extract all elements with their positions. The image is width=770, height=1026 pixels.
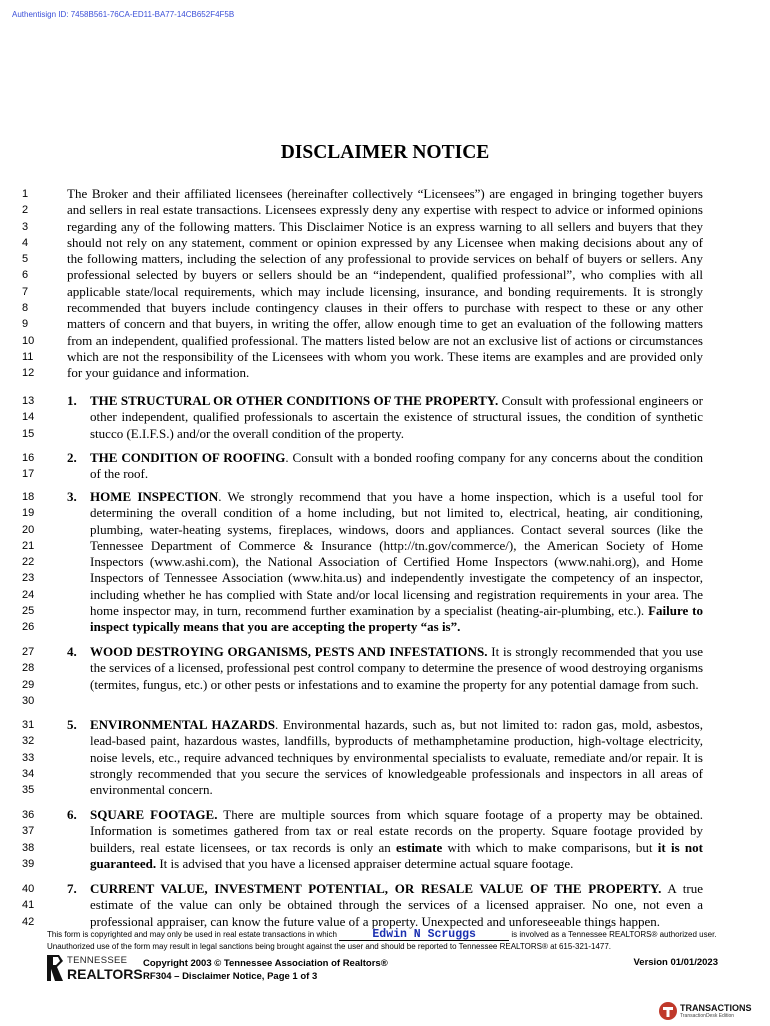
item-square-footage (90, 807, 703, 872)
tennessee-realtors-logo: TENNESSEE REALTORS (45, 953, 135, 983)
item-number: 1. (67, 393, 77, 408)
item-body: There are multiple sources from which square footage of a property may be obtained. Information is sometimes gathered from tax or real estate records on the property. Square footage provided by builders, real estate licensees, or tax records is only an (90, 807, 704, 855)
item-body: . Environmental hazards, such as, but not limited to: radon gas, mold, asbestos, lead-based paint, hazardous wastes, landfills, byproducts of methamphetamine production, high-voltage electricity, noise levels, etc., require advanced techniques by environmental specialists to evaluate, remediate and/or repair. It is strongly recommended that you secure the services of knowledgeable professionals and inspectors in all areas of environmental concern. (90, 717, 703, 798)
item-body: It is advised that you have a licensed appraiser determine actual square footage. (156, 855, 574, 871)
line-numbers-item-3: 18 19 20 21 22 23 24 25 26 (22, 491, 35, 634)
item-heading: CURRENT VALUE, INVESTMENT POTENTIAL, OR RESALE VALUE OF THE PROPERTY. (90, 881, 662, 896)
intro-paragraph: The Broker and their affiliated licensees (hereinafter collectively “Licensees”) are engaged in bringing together buyers and sellers in real estate transactions. Licensees expressly deny any expertise with respect to advice or informed opinions regarding any of the following matters. This Disclaimer Notice is an express warning to all sellers and buyers that they should not rely on any statement, comment or opinion expressed by any Licensee when making decisions about any of the following matters, including the selection of any professional to provide services on behalf of buyers or sellers. Any professional selected by buyers or sellers should be an “independent, qualified professional”, who complies with all applicable state/local requirements, which may include licensing, insurance, and bonding requirements. It is strongly recommended that buyers include contingency clauses in their offers to purchase with respect to these or any other matters of concern and that buyers, in writing the offer, allow enough time to get an evaluation of the following matters from an independent, qualified professional. The matters listed below are not an exclusive list of actions or circumstances which are not the responsibility of the Licensees with whom you work. These items are examples and are provided only for your guidance and information. (67, 186, 703, 381)
line-numbers-intro: 1 2 3 4 5 6 7 8 9 10 11 12 (22, 188, 35, 380)
item-environmental (90, 717, 703, 798)
item-structural (90, 393, 703, 442)
transactions-logo: TRANSACTIONS TransactionDesk Edition (658, 1001, 758, 1021)
form-version: Version 01/01/2023 (633, 957, 718, 968)
item-heading: SQUARE FOOTAGE. (90, 807, 218, 822)
page-title: DISCLAIMER NOTICE (280, 142, 490, 163)
copyright-block (143, 957, 388, 983)
item-current-value (90, 881, 703, 930)
item-heading: THE CONDITION OF ROOFING (90, 450, 286, 465)
item-heading: ENVIRONMENTAL HAZARDS (90, 717, 276, 732)
item-home-inspection (90, 489, 703, 636)
item-body: . We strongly recommend that you have a home inspection, which is a useful tool for determining the overall condition of a home including, but not limited to, electrical, heating, air conditioning, plumbing, water-heating systems, fireplaces, windows, doors and appliances. Contact several sources (like the Tennessee Department of Commerce & Insurance (http://tn.gov/commerce/), the American Society of Home Inspectors (www.ashi.com), the National Association of Certified Home Inspectors (www.nahi.org), and Home Inspectors of Tennessee Association (www.hita.us) and independently investigate the competency of an inspector, including whether he has complied with State and/or local licensing and registration requirements in your area. The home inspector may, in turn, recommend further examination by a specialist (heating-air-plumbing, etc.). (90, 489, 703, 619)
form-id: RF304 – Disclaimer Notice, Page 1 of 3 (143, 971, 318, 982)
transactions-icon (658, 1001, 678, 1021)
line-numbers-item-6: 36 37 38 39 (22, 809, 35, 870)
item-number: 3. (67, 489, 77, 504)
item-body: Consult with professional engineers or other independent, qualified professionals to ascertain the existence of structural issues, the condition of synthetic stucco (E.I.F.S.) and/or the overall condition of the property. (90, 393, 703, 441)
item-heading: WOOD DESTROYING ORGANISMS, PESTS AND INFESTATIONS. (90, 644, 488, 659)
realtors-r-icon (45, 953, 65, 983)
item-warning: Failure to inspect typically means that you are accepting the property “as is”. (90, 603, 703, 635)
item-number: 6. (67, 807, 77, 822)
line-numbers-item-1: 13 14 15 (22, 395, 35, 440)
item-roofing (90, 450, 703, 483)
authentisign-id: Authentisign ID: 7458B561-76CA-ED11-BA77-14CB652F4F5B (12, 10, 235, 19)
item-emphasis: estimate (396, 839, 443, 855)
item-body: A true estimate of the value can only be obtained through the services of a licensed appraiser. No one, not even a professional appraiser, can know the future value of a property. Unexpected and unforeseeable things happen. (90, 881, 703, 929)
line-numbers-item-7: 40 41 42 (22, 883, 35, 928)
item-body: It is strongly recommended that you use the services of a licensed, professional pest control company to determine the presence of wood destroying organisms (termites, fungus, etc.) or other pests or infestations and to examine the property for any potential damage from such. (90, 644, 704, 692)
item-body: with which to make comparisons, but (442, 839, 658, 855)
line-numbers-item-4: 27 28 29 30 (22, 646, 35, 707)
item-number: 5. (67, 717, 77, 732)
copyright-line: Copyright 2003 © Tennessee Association of Realtors® (143, 958, 388, 969)
item-number: 2. (67, 450, 77, 465)
line-numbers-item-5: 31 32 33 34 35 (22, 719, 35, 797)
item-wood-destroying (90, 644, 703, 693)
line-numbers-item-2: 16 17 (22, 452, 35, 481)
item-emphasis: it is not guaranteed. (90, 839, 703, 871)
item-heading: HOME INSPECTION (90, 489, 219, 504)
copyright-notice: This form is copyrighted and may only be used in real estate transactions in which Edwin N Scruggs is involved as a Tennessee REALTORS® authorized user. Unauthorized use of the form may result in legal sanctions being brought against the user and should be reported to Tennessee REALTORS® at 615-321-1477. (47, 928, 717, 951)
item-heading: THE STRUCTURAL OR OTHER CONDITIONS OF THE PROPERTY. (90, 393, 499, 408)
licensee-name-field: Edwin N Scruggs (339, 929, 509, 941)
item-number: 4. (67, 644, 77, 659)
item-number: 7. (67, 881, 77, 896)
item-body: . Consult with a bonded roofing company for any concerns about the condition of the roof. (90, 450, 703, 482)
